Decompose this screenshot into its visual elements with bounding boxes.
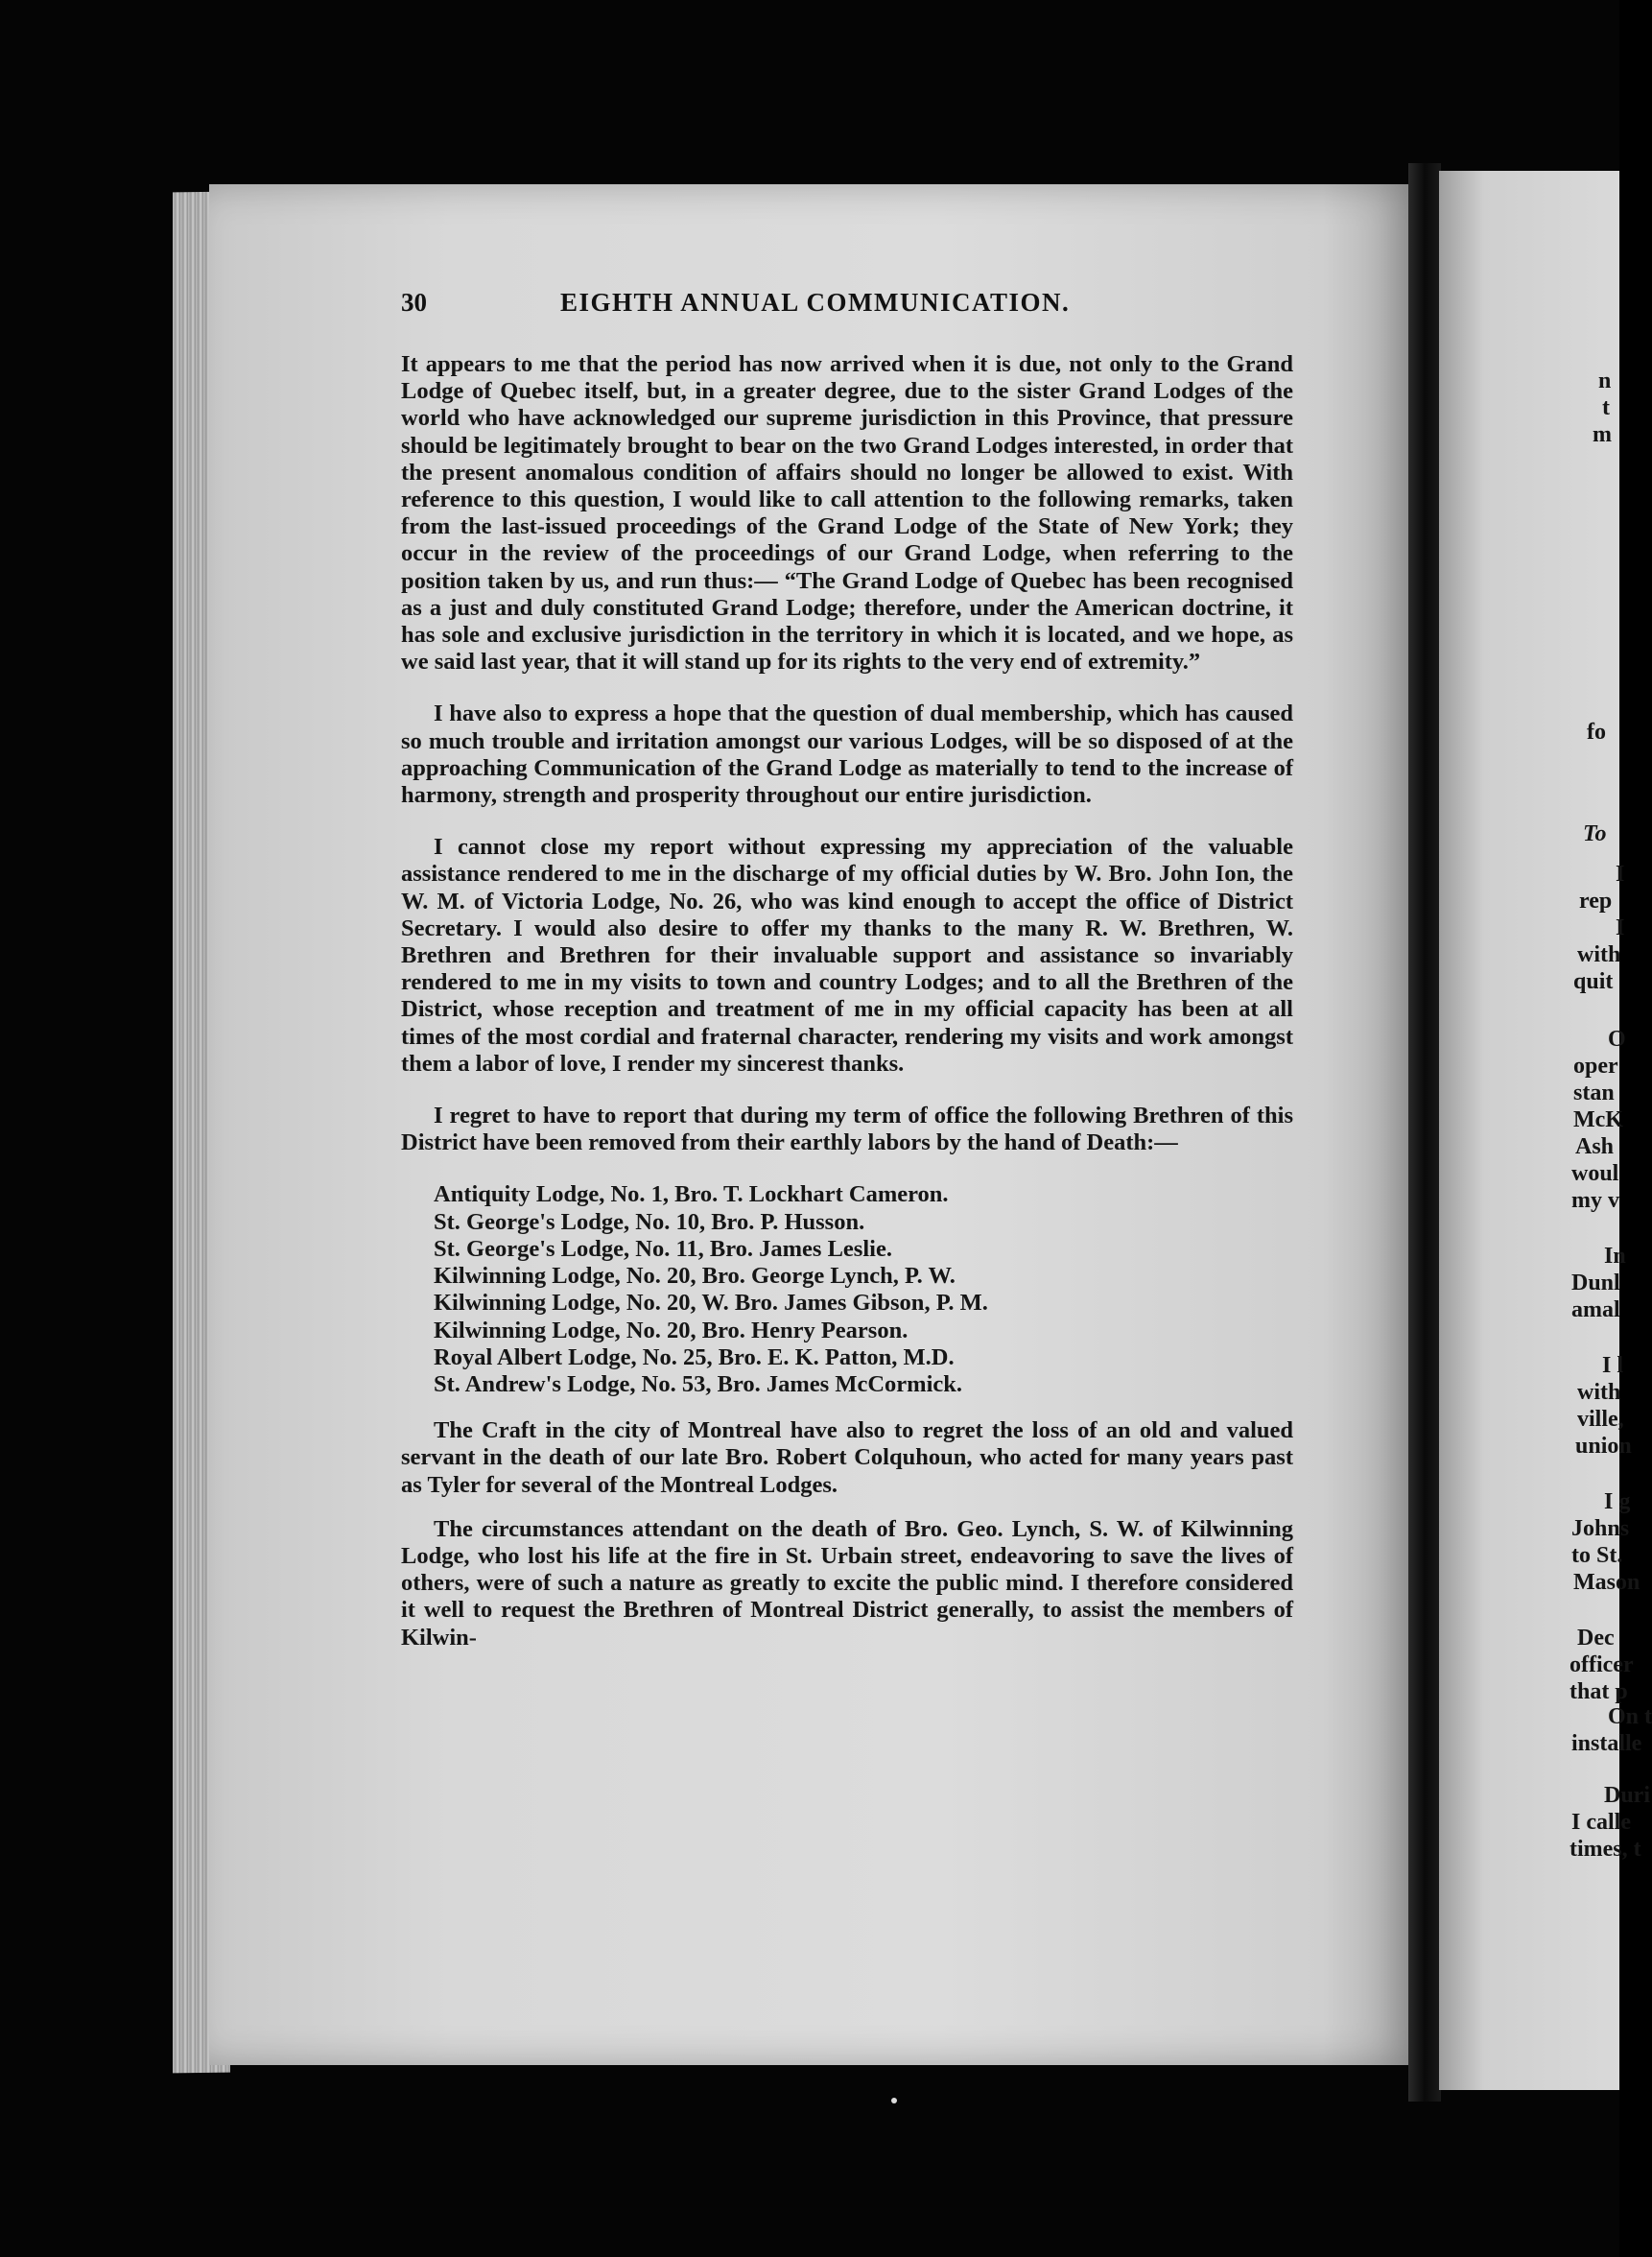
right-fragment: woul [1571, 1161, 1619, 1186]
right-fragment: that p [1569, 1679, 1628, 1704]
paragraph-grand-lodge-jurisdiction: It appears to me that the period has now arrived when it is due, not only to the Grand Lodge of Quebec itself, but, in a greater degree, due to the sister Grand Lodges of the world who have acknowledged our supreme jurisdiction in this Province, that pressure should be legitimately brought to bear on the two Grand Lodges interested, in order that the present anomalous condition of affairs should no longer be allowed to exist. With reference to this question, I would like to call attention to the following remarks, taken from the last-issued proceedings of the Grand Lodge of the State of New York; they occur in the review of the proceedings of our Grand Lodge, when referring to the position taken by us, and run thus:— “The Grand Lodge of Quebec has been recognised as a just and duly constituted Grand Lodge; therefore, under the American doctrine, it has sole and exclusive jurisdiction in the territory in which it is located, and we hope, as we said last year, that it will stand up for its rights to the very end of extremity.” [401, 351, 1293, 676]
right-fragment: my v [1571, 1188, 1619, 1213]
right-fragment: Dec [1577, 1626, 1615, 1651]
right-fragment: I calle [1571, 1810, 1631, 1835]
paragraph-deaths-intro: I regret to have to report that during my term of office the following Brethren of this District have been removed from their earthly labors by the hand of Death:— [401, 1103, 1293, 1156]
deaths-list-item: Antiquity Lodge, No. 1, Bro. T. Lockhart Cameron. [434, 1181, 949, 1208]
right-fragment: amal [1571, 1297, 1620, 1322]
running-title: EIGHTH ANNUAL COMMUNICATION. [560, 288, 1071, 317]
paragraph-lynch-fire: The circumstances attendant on the death of Bro. Geo. Lynch, S. W. of Kilwinning Lodge, who lost his life at the fire in St. Urbain street, endeavoring to save the lives of others, were of such a nature as greatly to excite the public mind. I therefore considered it well to request the Brethren of Montreal District generally, to assist the members of Kilwin- [401, 1515, 1293, 1651]
right-fragment: I [1616, 862, 1625, 887]
deaths-list-item: Kilwinning Lodge, No. 20, W. Bro. James Gibson, P. M. [434, 1290, 988, 1317]
right-fragment: officer [1569, 1652, 1634, 1677]
right-fragment: I l [1602, 1353, 1624, 1378]
right-fragment: quit [1573, 969, 1614, 994]
right-fragment: installe [1571, 1731, 1642, 1756]
right-fragment: fo [1587, 720, 1606, 745]
right-fragment: To [1583, 821, 1607, 846]
right-fragment: Duri [1604, 1783, 1650, 1808]
right-fragment: with [1577, 942, 1621, 967]
right-fragment: I g [1604, 1489, 1631, 1514]
deaths-list-item: St. George's Lodge, No. 11, Bro. James Leslie. [434, 1235, 892, 1262]
right-fragment: t [1602, 395, 1610, 420]
right-fragment: Ash [1575, 1134, 1615, 1159]
right-fragment: I [1616, 915, 1625, 940]
right-fragment: ville, [1577, 1407, 1624, 1432]
right-fragment: with [1577, 1380, 1621, 1405]
deaths-list-item: Kilwinning Lodge, No. 20, Bro. Henry Pearson. [434, 1317, 909, 1343]
deaths-list-item: St. George's Lodge, No. 10, Bro. P. Husson. [434, 1208, 865, 1235]
deaths-list-item: Royal Albert Lodge, No. 25, Bro. E. K. Patton, M.D. [434, 1343, 955, 1370]
right-fragment: m [1593, 422, 1612, 447]
paragraph-appreciation: I cannot close my report without expressing my appreciation of the valuable assistance rendered to me in the discharge of my official duties by W. Bro. John Ion, the W. M. of Victoria Lodge, No. 26, who was kind enough to accept the office of District Secretary. I would also desire to offer my thanks to the many R. W. Brethren, W. Brethren and Brethren for their invaluable support and assistance so invariably rendered to me in my visits to town and country Lodges; and to all the Brethren of the District, whose reception and treatment of me in my official capacity has been at all times of the most cordial and fraternal character, rendering my visits and work amongst them a labor of love, I render my sincerest thanks. [401, 834, 1293, 1077]
right-fragment: oper [1573, 1054, 1618, 1079]
right-fragment: n [1598, 368, 1612, 393]
deaths-list-item: Kilwinning Lodge, No. 20, Bro. George Lynch, P. W. [434, 1263, 956, 1290]
right-fragment: In [1604, 1244, 1626, 1269]
deaths-list-item: St. Andrew's Lodge, No. 53, Bro. James McCormick. [434, 1370, 962, 1397]
scan-speck [891, 2098, 897, 2103]
right-fragment: union [1575, 1434, 1632, 1459]
right-fragment: Johns [1571, 1516, 1630, 1541]
right-fragment: stan [1573, 1081, 1615, 1105]
paragraph-dual-membership: I have also to express a hope that the question of dual membership, which has caused so much trouble and irritation amongst our various Lodges, will be so disposed of at the approaching Communication of the Grand Lodge as materially to tend to the increase of harmony, strength and prosperity throughout our entire jurisdiction. [401, 701, 1293, 809]
book-gutter [1408, 163, 1441, 2102]
right-fragment: McK [1573, 1107, 1623, 1132]
paragraph-tyler: The Craft in the city of Montreal have also to regret the loss of an old and valued servant in the death of our late Bro. Robert Colquhoun, who acted for many years past as Tyler for several of the Montreal Lodges. [401, 1417, 1293, 1498]
page-number: 30 [401, 288, 427, 317]
right-fragment: to St. [1571, 1543, 1623, 1568]
page-body [401, 351, 1293, 1651]
right-fragment: Dunl [1571, 1271, 1620, 1295]
right-fragment: times, t [1569, 1837, 1641, 1862]
deaths-list [434, 1181, 1293, 1398]
right-fragment: O [1608, 1027, 1626, 1052]
right-fragment: rep [1579, 889, 1613, 914]
right-fragment: On t [1608, 1704, 1652, 1729]
right-fragment: Mason [1573, 1570, 1640, 1595]
